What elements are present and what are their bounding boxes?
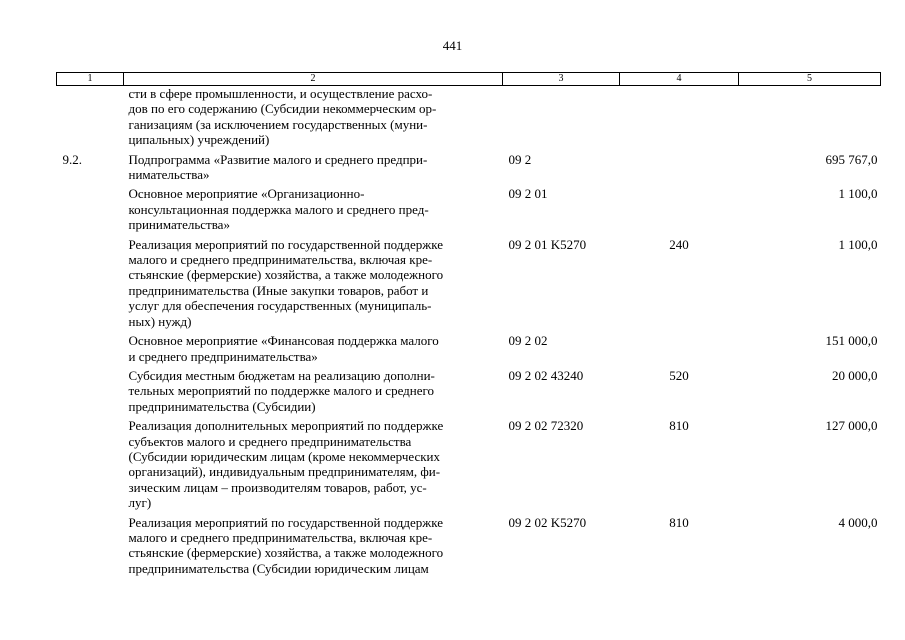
amount: 695 767,0 <box>825 151 878 167</box>
amount: 4 000,0 <box>838 514 878 530</box>
row-name: Реализация мероприятий по государственной поддержке малого и среднего предпринимательства, включая кре- стьянские (фермерские) хозяйства, а также молодежного предпринимательства (Субсидии юридическим лицам <box>128 514 444 576</box>
expense-type-code: 810 <box>669 514 689 530</box>
amount: 20 000,0 <box>832 367 878 383</box>
row-name: Реализация дополнительных мероприятий по поддержке субъектов малого и среднего предпринимательства (Субсидии юридическим лицам (кроме некоммерческих организаций), индивидуальным предпринимателям, фи- зическим лицам – производителям товаров, работ, ус- луг) <box>128 418 444 511</box>
target-article-code: 09 2 02 72320 <box>508 418 584 434</box>
table-body <box>57 86 881 577</box>
expense-type-code <box>620 182 739 232</box>
target-article-code: 09 2 01 <box>508 186 548 202</box>
row-name: Подпрограмма «Развитие малого и среднего предпри- нимательства» <box>128 151 428 183</box>
column-header-2: 2 <box>124 73 503 86</box>
target-article-code: 09 2 02 K5270 <box>508 514 587 530</box>
row-name: сти в сфере промышленности, и осуществление расхо- дов по его содержанию (Субсидии некоммерческим ор- ганизациям (за исключением государственных (муни- ципальных) учреждений) <box>128 86 437 148</box>
target-article-code: 09 2 01 K5270 <box>508 236 587 252</box>
row-number <box>57 86 124 148</box>
budget-table <box>56 72 881 576</box>
header-row <box>57 73 881 86</box>
amount <box>739 86 881 148</box>
row-number <box>57 414 124 510</box>
table-row <box>57 233 881 329</box>
row-name: Основное мероприятие «Организационно- консультационная поддержка малого и среднего пред- принимательства» <box>128 186 429 233</box>
expense-type-code: 240 <box>669 236 689 252</box>
table-row <box>57 364 881 414</box>
row-number <box>57 233 124 329</box>
amount: 151 000,0 <box>825 333 878 349</box>
expense-type-code <box>620 86 739 148</box>
table-row <box>57 329 881 364</box>
target-article-code: 09 2 02 <box>508 333 548 349</box>
row-name: Субсидия местным бюджетам на реализацию дополни- тельных мероприятий по поддержке малого и среднего предпринимательства (Субсидии) <box>128 367 435 414</box>
row-number <box>57 511 124 577</box>
expense-type-code: 810 <box>669 418 689 434</box>
row-name: Реализация мероприятий по государственной поддержке малого и среднего предпринимательства, включая кре- стьянские (фермерские) хозяйства, а также молодежного предпринимательства (Иные закупки товаров, работ и услуг для обеспечения государственных (муниципаль- ных) нужд) <box>128 236 444 329</box>
row-number <box>57 364 124 414</box>
expense-type-code: 520 <box>669 367 689 383</box>
column-header-3: 3 <box>503 73 620 86</box>
amount: 127 000,0 <box>825 418 878 434</box>
table-row <box>57 414 881 510</box>
row-number <box>57 329 124 364</box>
amount: 1 100,0 <box>838 236 878 252</box>
row-number <box>57 182 124 232</box>
table-row <box>57 148 881 183</box>
table-row <box>57 511 881 577</box>
amount: 1 100,0 <box>838 186 878 202</box>
expense-type-code <box>620 329 739 364</box>
page-number: 441 <box>442 38 463 53</box>
target-article-code: 09 2 <box>508 151 532 167</box>
row-number: 9.2. <box>62 151 82 167</box>
column-header-1: 1 <box>57 73 124 86</box>
column-header-4: 4 <box>620 73 739 86</box>
table-row <box>57 182 881 232</box>
expense-type-code <box>620 148 739 183</box>
row-name: Основное мероприятие «Финансовая поддержка малого и среднего предпринимательства» <box>128 333 439 364</box>
target-article-code: 09 2 02 43240 <box>508 367 584 383</box>
table-row <box>57 86 881 148</box>
target-article-code <box>503 86 620 148</box>
column-header-5: 5 <box>739 73 881 86</box>
